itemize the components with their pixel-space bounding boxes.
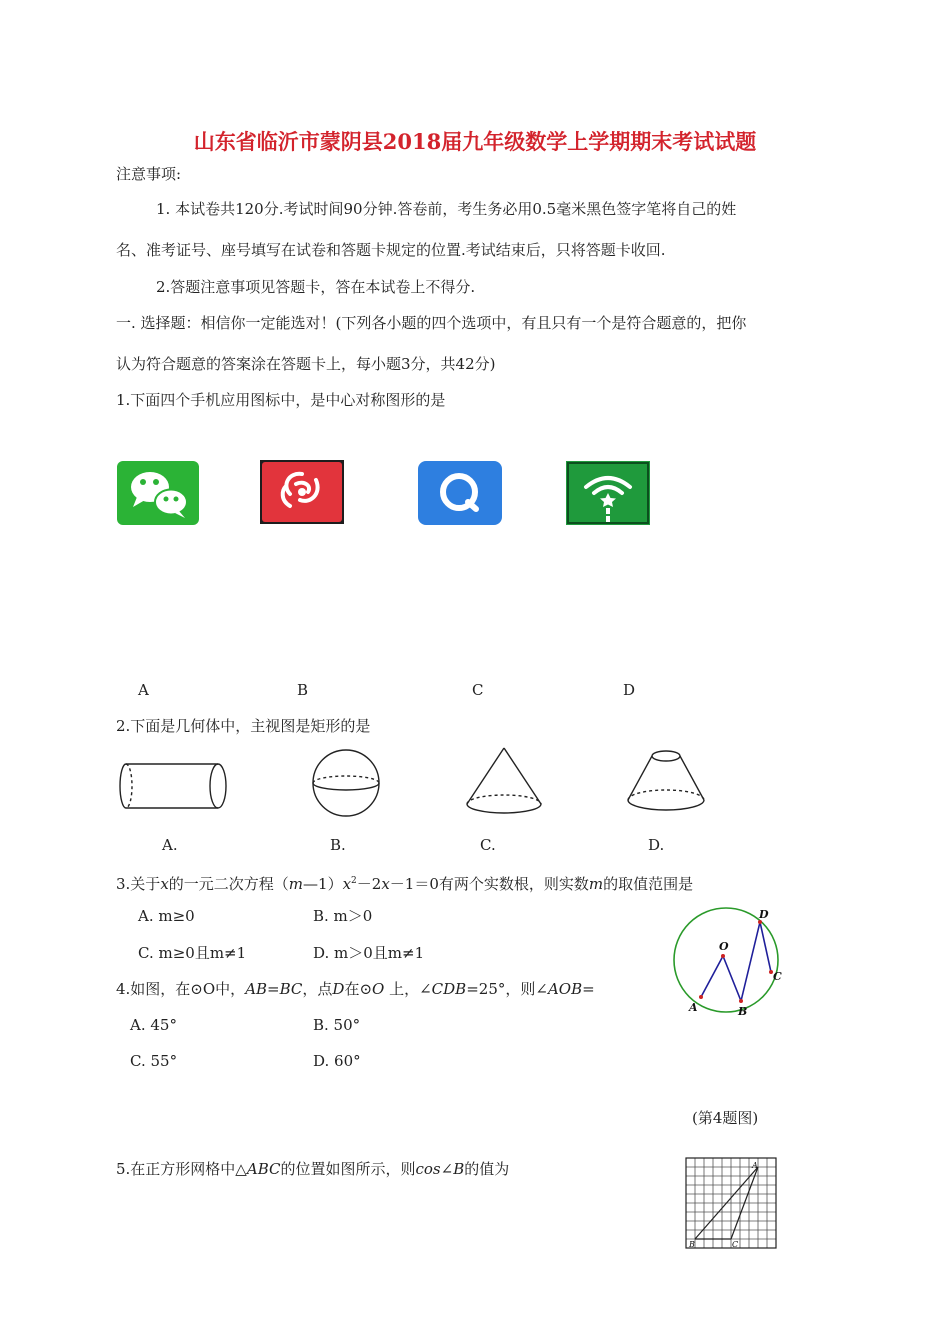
cone-figure — [464, 746, 544, 818]
grid-point-c-label: C — [732, 1240, 739, 1249]
sphere-figure — [310, 748, 382, 818]
q2-option-c: C. — [480, 836, 496, 854]
page-title: 山东省临沂市蒙阴县2018届九年级数学上学期期末考试试题 — [193, 129, 757, 154]
grid-point-a-label: A — [752, 1161, 758, 1170]
wifi-tower-icon — [566, 461, 650, 525]
notes-heading: 注意事项: — [116, 165, 182, 183]
section1-line2: 认为符合题意的答案涂在答题卡上，每小题3分，共42分) — [116, 355, 496, 373]
q1-option-c: C — [472, 681, 484, 699]
q3-option-a: A. m≥0 — [138, 907, 195, 925]
grid-triangle-figure — [684, 1156, 780, 1252]
q4-option-c: C. 55° — [130, 1052, 178, 1070]
circle-o-figure — [670, 904, 790, 1024]
swirl-logo-icon — [260, 460, 344, 524]
notes-item2: 2.答题注意事项见答题卡，答在本试卷上不得分. — [156, 278, 476, 296]
q5-stem: 5.在正方形网格中△ABC的位置如图所示，则cos∠B的值为 — [116, 1160, 510, 1178]
point-o-label: O — [719, 940, 729, 953]
grid-point-b-label: B — [689, 1240, 695, 1249]
notes-item1-line2: 名、准考证号、座号填写在试卷和答题卡规定的位置.考试结束后，只将答题卡收回. — [116, 241, 666, 259]
point-d-label: D — [759, 908, 769, 921]
notes-item1-line1: 1. 本试卷共120分.考试时间90分钟.答卷前，考生务必用0.5毫米黑色签字笔将自己的姓 — [156, 200, 737, 218]
q1-option-a: A — [138, 681, 149, 699]
q3-option-b: B. m＞0 — [313, 907, 373, 925]
q3-stem: 3.关于x的一元二次方程$(m—1)x^2-2x-1=0$有两个实数根，则实数m的取值范围是 — [116, 875, 694, 893]
point-b-label: B — [738, 1005, 748, 1018]
section1-line1: 一. 选择题：相信你一定能选对！(下列各小题的四个选项中，有且只有一个是符合题意的，把你 — [116, 314, 747, 332]
q1-option-b: B — [297, 681, 309, 699]
q-search-icon — [418, 461, 502, 525]
q4-figure-caption: (第4题图) — [692, 1109, 759, 1127]
q2-option-a: A. — [162, 836, 178, 854]
cylinder-figure — [118, 760, 230, 812]
q4-stem: 4.如图，在⊙O中，AB=BC，点D在⊙O 上，∠CDB=25°，则∠AOB= — [116, 980, 595, 998]
q4-option-d: D. 60° — [313, 1052, 361, 1070]
frustum-figure — [624, 746, 708, 818]
q1-option-d: D — [623, 681, 636, 699]
q2-stem: 2.下面是几何体中，主视图是矩形的是 — [116, 717, 371, 735]
q3-option-c: C. m≥0且m≠1 — [138, 944, 247, 962]
q3-option-d: D. m＞0且m≠1 — [313, 944, 425, 962]
wechat-icon — [117, 461, 199, 525]
point-c-label: C — [773, 970, 782, 983]
q2-option-d: D. — [648, 836, 665, 854]
q2-option-b: B. — [330, 836, 346, 854]
q4-option-a: A. 45° — [130, 1016, 177, 1034]
point-a-label: A — [689, 1001, 698, 1014]
q4-option-b: B. 50° — [313, 1016, 361, 1034]
q1-stem: 1.下面四个手机应用图标中，是中心对称图形的是 — [116, 391, 446, 409]
